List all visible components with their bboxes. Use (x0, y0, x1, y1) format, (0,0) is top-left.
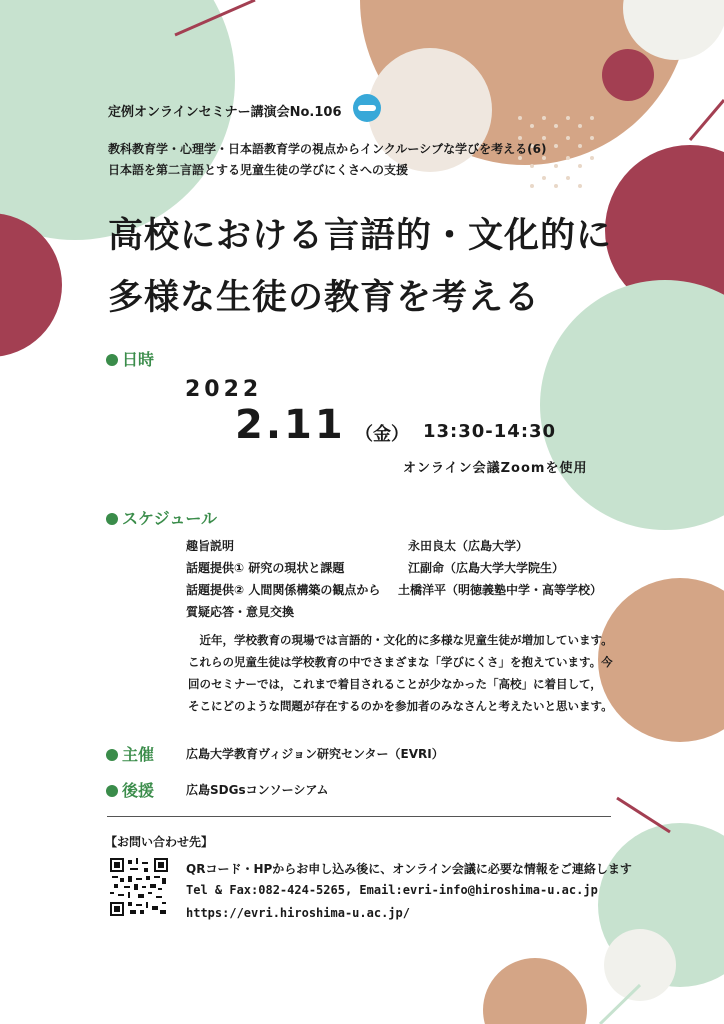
event-year: 2022 (185, 377, 263, 402)
contact-phone-email[interactable]: Tel & Fax:082-424-5265, Email:evri-info@hiroshima-u.ac.jp (186, 883, 598, 897)
date-heading (106, 347, 154, 370)
bullet-icon (106, 749, 118, 761)
divider (107, 816, 611, 817)
support-label: 後援 (122, 781, 155, 800)
page-title-line1: 高校における言語的・文化的に (108, 216, 613, 256)
schedule-topic: 話題提供① 研究の現状と課題 (186, 561, 345, 575)
schedule-topic: 話題提供② 人間関係構築の観点から (186, 583, 381, 597)
organizer-value: 広島大学教育ヴィジョン研究センター（EVRI） (186, 747, 444, 761)
support-value: 広島SDGsコンソーシアム (186, 783, 329, 797)
contact-url-link[interactable]: https://evri.hiroshima-u.ac.jp/ (186, 906, 410, 920)
qr-code-icon[interactable] (110, 858, 168, 916)
subtitle-2: 日本語を第二言語とする児童生徒の学びにくさへの支援 (108, 163, 409, 177)
event-venue: オンライン会議Zoomを使用 (403, 461, 588, 476)
schedule-speaker: 江副命（広島大学大学院生） (408, 561, 565, 575)
schedule-speaker: 永田良太（広島大学） (408, 539, 529, 553)
schedule-speaker: 土橋洋平（明徳義塾中学・高等学校） (398, 583, 603, 597)
schedule-heading-label: スケジュール (122, 509, 218, 528)
date-heading-label: 日時 (122, 350, 155, 369)
event-weekday: （金） (355, 424, 409, 445)
event-time: 13:30-14:30 (423, 421, 557, 442)
description-paragraph (188, 629, 613, 717)
organizer-label: 主催 (122, 745, 155, 764)
contact-heading: 【お問い合わせ先】 (105, 835, 214, 849)
bullet-icon (106, 785, 118, 797)
series-label: 定例オンラインセミナー講演会No.106 (108, 105, 342, 120)
page-title-line2: 多様な生徒の教育を考える (108, 278, 541, 318)
event-day: 2.11 (235, 402, 346, 448)
schedule-topic: 趣旨説明 (186, 539, 235, 553)
bullet-icon (106, 354, 118, 366)
evri-logo-icon (353, 94, 381, 122)
description-text: 近年，学校教育の現場では言語的・文化的に多様な児童生徒が増加しています。これらの児童生徒は学校教育の中でさまざまな「学びにくさ」を抱えています。今回のセミナーでは，これまで着目されることが少なかった「高校」に着目して，そこにどのような問題が存在するのかを参加者のみなさんと考えたいと思います。 (188, 633, 613, 713)
subtitle-1: 教科教育学・心理学・日本語教育学の視点からインクルーシブな学びを考える(6) (108, 142, 547, 156)
schedule-topic: 質疑応答・意見交換 (186, 605, 295, 619)
schedule-heading (106, 506, 217, 529)
bullet-icon (106, 513, 118, 525)
contact-note: QRコード・HPからお申し込み後に、オンライン会議に必要な情報をご連絡します (186, 862, 632, 876)
organizer-heading (106, 742, 154, 765)
support-heading (106, 778, 154, 801)
